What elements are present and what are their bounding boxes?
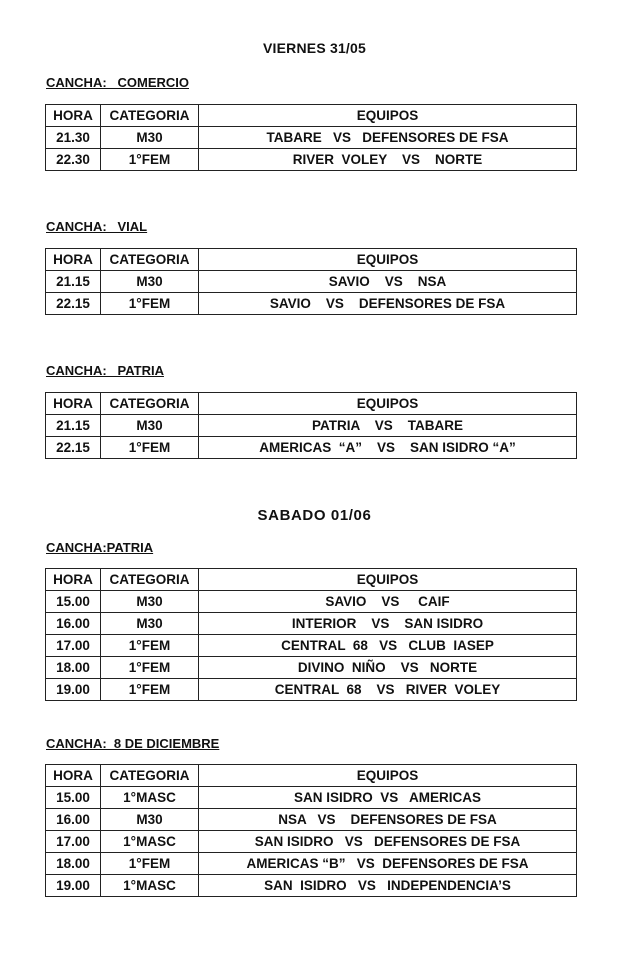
cell-equipos: RIVER VOLEY VS NORTE [199, 149, 577, 171]
cell-hora: 22.15 [46, 293, 101, 315]
cell-categoria: 1°FEM [101, 293, 199, 315]
court-title-patria-sabado: CANCHA:PATRIA [46, 540, 154, 555]
cell-equipos: DIVINO NIÑO VS NORTE [199, 657, 577, 679]
cell-categoria: 1°MASC [101, 875, 199, 897]
cell-equipos: PATRIA VS TABARE [199, 415, 577, 437]
day-title-sabado: SABADO 01/06 [257, 507, 372, 524]
schedule-table-vial [45, 248, 577, 315]
table-header-row [46, 765, 577, 787]
header-hora: HORA [46, 765, 101, 787]
cell-categoria: 1°FEM [101, 853, 199, 875]
header-hora: HORA [46, 569, 101, 591]
table-row [46, 853, 577, 875]
cell-equipos: SAVIO VS NSA [199, 271, 577, 293]
header-equipos: EQUIPOS [199, 249, 577, 271]
court-title-vial: CANCHA: VIAL [46, 219, 148, 234]
cell-categoria: 1°FEM [101, 635, 199, 657]
cell-equipos: NSA VS DEFENSORES DE FSA [199, 809, 577, 831]
cell-categoria: 1°FEM [101, 149, 199, 171]
cell-equipos: TABARE VS DEFENSORES DE FSA [199, 127, 577, 149]
header-categoria: CATEGORIA [101, 569, 199, 591]
cell-categoria: 1°FEM [101, 437, 199, 459]
table-row [46, 787, 577, 809]
cell-hora: 16.00 [46, 613, 101, 635]
schedule-table-patria [45, 392, 577, 459]
cell-categoria: 1°MASC [101, 831, 199, 853]
cell-equipos: SAVIO VS CAIF [199, 591, 577, 613]
table-header-row [46, 249, 577, 271]
cell-categoria: M30 [101, 809, 199, 831]
schedule-table-8-de-diciembre [45, 764, 577, 897]
cell-equipos: SAN ISIDRO VS AMERICAS [199, 787, 577, 809]
cell-categoria: M30 [101, 591, 199, 613]
cell-hora: 21.15 [46, 271, 101, 293]
cell-hora: 19.00 [46, 875, 101, 897]
cell-hora: 22.30 [46, 149, 101, 171]
table-header-row [46, 105, 577, 127]
cell-equipos: SAN ISIDRO VS INDEPENDENCIA’S [199, 875, 577, 897]
table-header-row [46, 569, 577, 591]
table-row [46, 831, 577, 853]
cell-categoria: 1°FEM [101, 657, 199, 679]
cell-equipos: SAN ISIDRO VS DEFENSORES DE FSA [199, 831, 577, 853]
table-row [46, 127, 577, 149]
cell-categoria: 1°FEM [101, 679, 199, 701]
day-title-viernes: VIERNES 31/05 [263, 40, 366, 56]
cell-hora: 15.00 [46, 591, 101, 613]
table-row [46, 415, 577, 437]
header-equipos: EQUIPOS [199, 105, 577, 127]
court-title-8-de-diciembre: CANCHA: 8 DE DICIEMBRE [46, 736, 220, 751]
cell-categoria: M30 [101, 271, 199, 293]
header-categoria: CATEGORIA [101, 765, 199, 787]
cell-equipos: AMERICAS “A” VS SAN ISIDRO “A” [199, 437, 577, 459]
cell-categoria: 1°MASC [101, 787, 199, 809]
cell-hora: 21.30 [46, 127, 101, 149]
table-row [46, 591, 577, 613]
table-row [46, 613, 577, 635]
cell-equipos: CENTRAL 68 VS RIVER VOLEY [199, 679, 577, 701]
cell-categoria: M30 [101, 415, 199, 437]
cell-hora: 15.00 [46, 787, 101, 809]
header-equipos: EQUIPOS [199, 393, 577, 415]
table-row [46, 679, 577, 701]
schedule-table-patria-sabado [45, 568, 577, 701]
table-row [46, 271, 577, 293]
cell-hora: 18.00 [46, 657, 101, 679]
header-categoria: CATEGORIA [101, 105, 199, 127]
cell-categoria: M30 [101, 613, 199, 635]
cell-hora: 17.00 [46, 831, 101, 853]
table-row [46, 635, 577, 657]
court-title-comercio: CANCHA: COMERCIO [46, 75, 189, 90]
cell-hora: 22.15 [46, 437, 101, 459]
cell-equipos: INTERIOR VS SAN ISIDRO [199, 613, 577, 635]
cell-equipos: SAVIO VS DEFENSORES DE FSA [199, 293, 577, 315]
cell-hora: 19.00 [46, 679, 101, 701]
table-header-row [46, 393, 577, 415]
cell-equipos: CENTRAL 68 VS CLUB IASEP [199, 635, 577, 657]
cell-hora: 18.00 [46, 853, 101, 875]
cell-hora: 16.00 [46, 809, 101, 831]
header-hora: HORA [46, 249, 101, 271]
table-row [46, 875, 577, 897]
table-row [46, 149, 577, 171]
header-equipos: EQUIPOS [199, 569, 577, 591]
header-categoria: CATEGORIA [101, 393, 199, 415]
header-hora: HORA [46, 393, 101, 415]
court-title-patria: CANCHA: PATRIA [46, 363, 164, 378]
cell-equipos: AMERICAS “B” VS DEFENSORES DE FSA [199, 853, 577, 875]
table-row [46, 437, 577, 459]
table-row [46, 809, 577, 831]
table-row [46, 657, 577, 679]
cell-hora: 21.15 [46, 415, 101, 437]
cell-categoria: M30 [101, 127, 199, 149]
table-row [46, 293, 577, 315]
cell-hora: 17.00 [46, 635, 101, 657]
header-categoria: CATEGORIA [101, 249, 199, 271]
header-equipos: EQUIPOS [199, 765, 577, 787]
schedule-table-comercio [45, 104, 577, 171]
header-hora: HORA [46, 105, 101, 127]
